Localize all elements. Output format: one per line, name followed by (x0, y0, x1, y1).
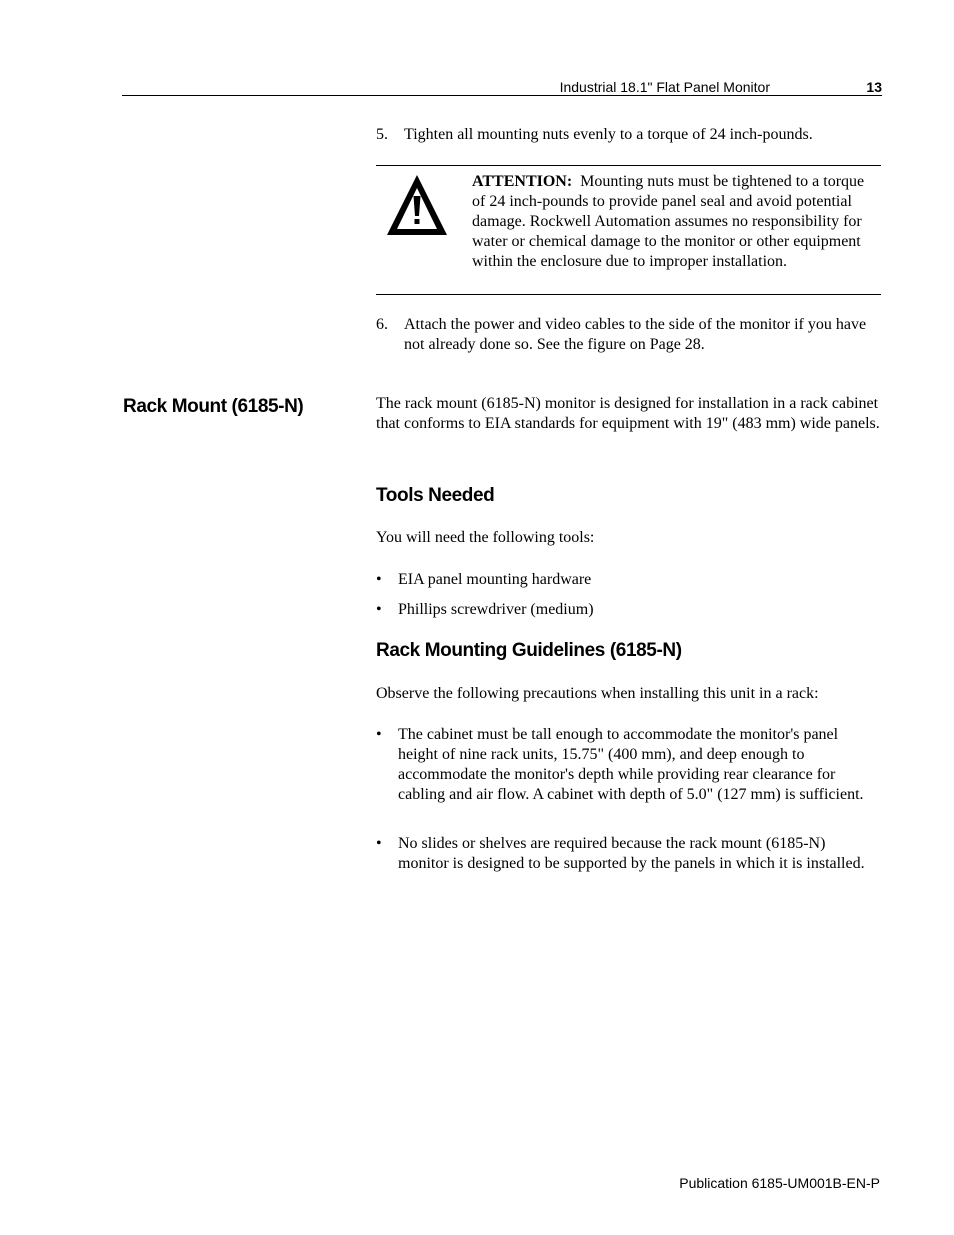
rack-mount-intro: The rack mount (6185-N) monitor is designed for installation in a rack cabinet that conforms to EIA standards for equipment with 19" (483 mm) wide panels. (376, 395, 880, 432)
page-number: 13 (866, 79, 882, 95)
step-text: Attach the power and video cables to the side of the monitor if you have not already done so. See the figure on Page 28. (404, 316, 867, 353)
list-item (376, 600, 876, 620)
header-title: Industrial 18.1" Flat Panel Monitor (559, 79, 770, 95)
rack-mount-heading: Rack Mount (6185-N) (123, 396, 304, 417)
step-5 (376, 125, 882, 145)
bullet-icon: • (376, 835, 382, 852)
bullet-icon: • (376, 601, 382, 618)
bullet-icon: • (376, 726, 382, 743)
attention-box (376, 165, 881, 295)
list-item-text: EIA panel mounting hardware (398, 571, 592, 588)
list-item-text: Phillips screwdriver (medium) (398, 601, 594, 618)
attention-text (472, 172, 872, 272)
tools-intro: You will need the following tools: (376, 529, 595, 546)
step-number: 6. (376, 316, 388, 333)
warning-triangle-icon (384, 171, 450, 237)
list-item (376, 834, 876, 874)
attention-label: ATTENTION: (472, 173, 573, 190)
guidelines-heading: Rack Mounting Guidelines (6185-N) (376, 640, 682, 661)
list-item-text: No slides or shelves are required because the rack mount (6185-N) monitor is designed to be supported by the panels in which it is installed. (398, 835, 865, 872)
page-header (122, 75, 882, 96)
tools-needed-heading: Tools Needed (376, 485, 495, 506)
bullet-icon: • (376, 571, 382, 588)
list-item-text: The cabinet must be tall enough to accommodate the monitor's panel height of nine rack units, 15.75" (400 mm), and deep enough to accommodate the monitor's depth while providing rear clearance for cabling and air flow. A cabinet with depth of 5.0" (127 mm) is sufficient. (398, 726, 864, 803)
publication-footer: Publication 6185-UM001B-EN-P (679, 1175, 880, 1191)
list-item (376, 570, 876, 590)
step-6 (376, 315, 882, 355)
attention-message: Mounting nuts must be tightened to a torque of 24 inch-pounds to provide panel seal and avoid potential damage. Rockwell Automation assumes no responsibility for water or chemical damage to the monitor or other equipment within the enclosure due to improper installation. (472, 173, 865, 270)
step-text: Tighten all mounting nuts evenly to a torque of 24 inch-pounds. (404, 126, 813, 143)
list-item (376, 725, 876, 805)
step-number: 5. (376, 126, 388, 143)
guidelines-intro: Observe the following precautions when installing this unit in a rack: (376, 685, 819, 702)
